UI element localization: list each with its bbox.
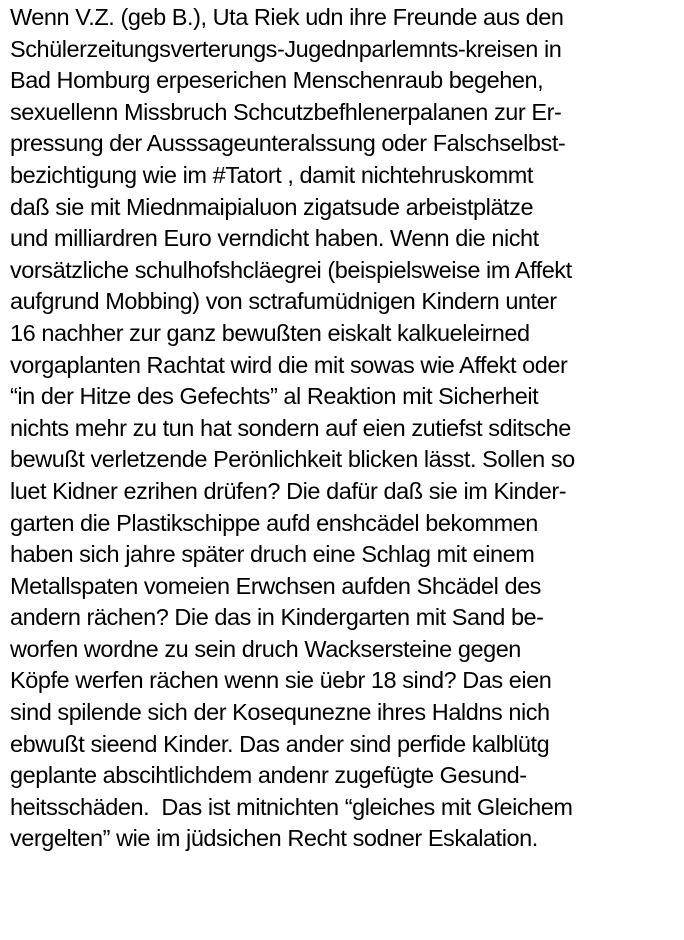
document-body-text (10, 2, 678, 855)
text-line: sind spilende sich der Kosequnezne ihres Haldns nich (10, 699, 550, 726)
text-line: geplante abscihtlichdem andenr zugefügte Gesund- (10, 762, 527, 789)
text-line: bezichtigung wie im #Tatort , damit nichtehruskommt (10, 161, 534, 188)
text-line: nichts mehr zu tun hat sondern auf eien zutiefst sditsche (10, 414, 571, 441)
text-line: andern rächen? Die das in Kindergarten mit Sand be- (10, 604, 544, 631)
text-line: und milliardren Euro verndicht haben. Wenn die nicht (10, 225, 539, 252)
text-line: worfen wordne zu sein druch Wacksersteine gegen (10, 635, 521, 662)
text-line: sexuellenn Missbruch Schcutzbefhlenerpalanen zur Er- (10, 98, 562, 125)
text-line: Köpfe werfen rächen wenn sie üebr 18 sind? Das eien (10, 667, 552, 694)
text-line: ebwußt sieend Kinder. Das ander sind perfide kalblütg (10, 730, 550, 757)
text-line: Metallspaten vomeien Erwchsen aufden Shcädel des (10, 572, 541, 599)
text-line: Schülerzeitungsverterungs-Jugednparlemnts-kreisen in (10, 35, 562, 62)
text-line: daß sie mit Miednmaipialuon zigatsude arbeistplätze (10, 193, 534, 220)
text-line: Wenn V.Z. (geb B.), Uta Riek udn ihre Freunde aus den (10, 4, 564, 30)
text-line: pressung der Ausssageunteralssung oder Falschselbst- (10, 130, 566, 157)
text-line: vorsätzliche schulhofshcläegrei (beispielsweise im Affekt (10, 256, 572, 283)
text-line: “in der Hitze des Gefechts” al Reaktion mit Sicherheit (10, 383, 539, 410)
text-line: haben sich jahre später druch eine Schlag mit einem (10, 541, 535, 568)
text-line: luet Kidner ezrihen drüfen? Die dafür daß sie im Kinder- (10, 477, 567, 504)
text-line: bewußt verletzende Perönlichkeit blicken lässt. Sollen so (10, 446, 575, 473)
text-line: heitsschäden. Das ist mitnichten “gleiches mit Gleichem (10, 793, 573, 820)
text-line: aufgrund Mobbing) von sctrafumüdnigen Kindern unter (10, 288, 557, 315)
text-line: Bad Homburg erpeserichen Menschenraub begehen, (10, 67, 544, 94)
text-line: vorgaplanten Rachtat wird die mit sowas wie Affekt oder (10, 351, 568, 378)
text-line: 16 nachher zur ganz bewußten eiskalt kalkueleirned (10, 319, 530, 346)
text-line: garten die Plastikschippe aufd enshcädel bekommen (10, 509, 538, 536)
text-line: vergelten” wie im jüdsichen Recht sodner Eskalation. (10, 825, 538, 852)
